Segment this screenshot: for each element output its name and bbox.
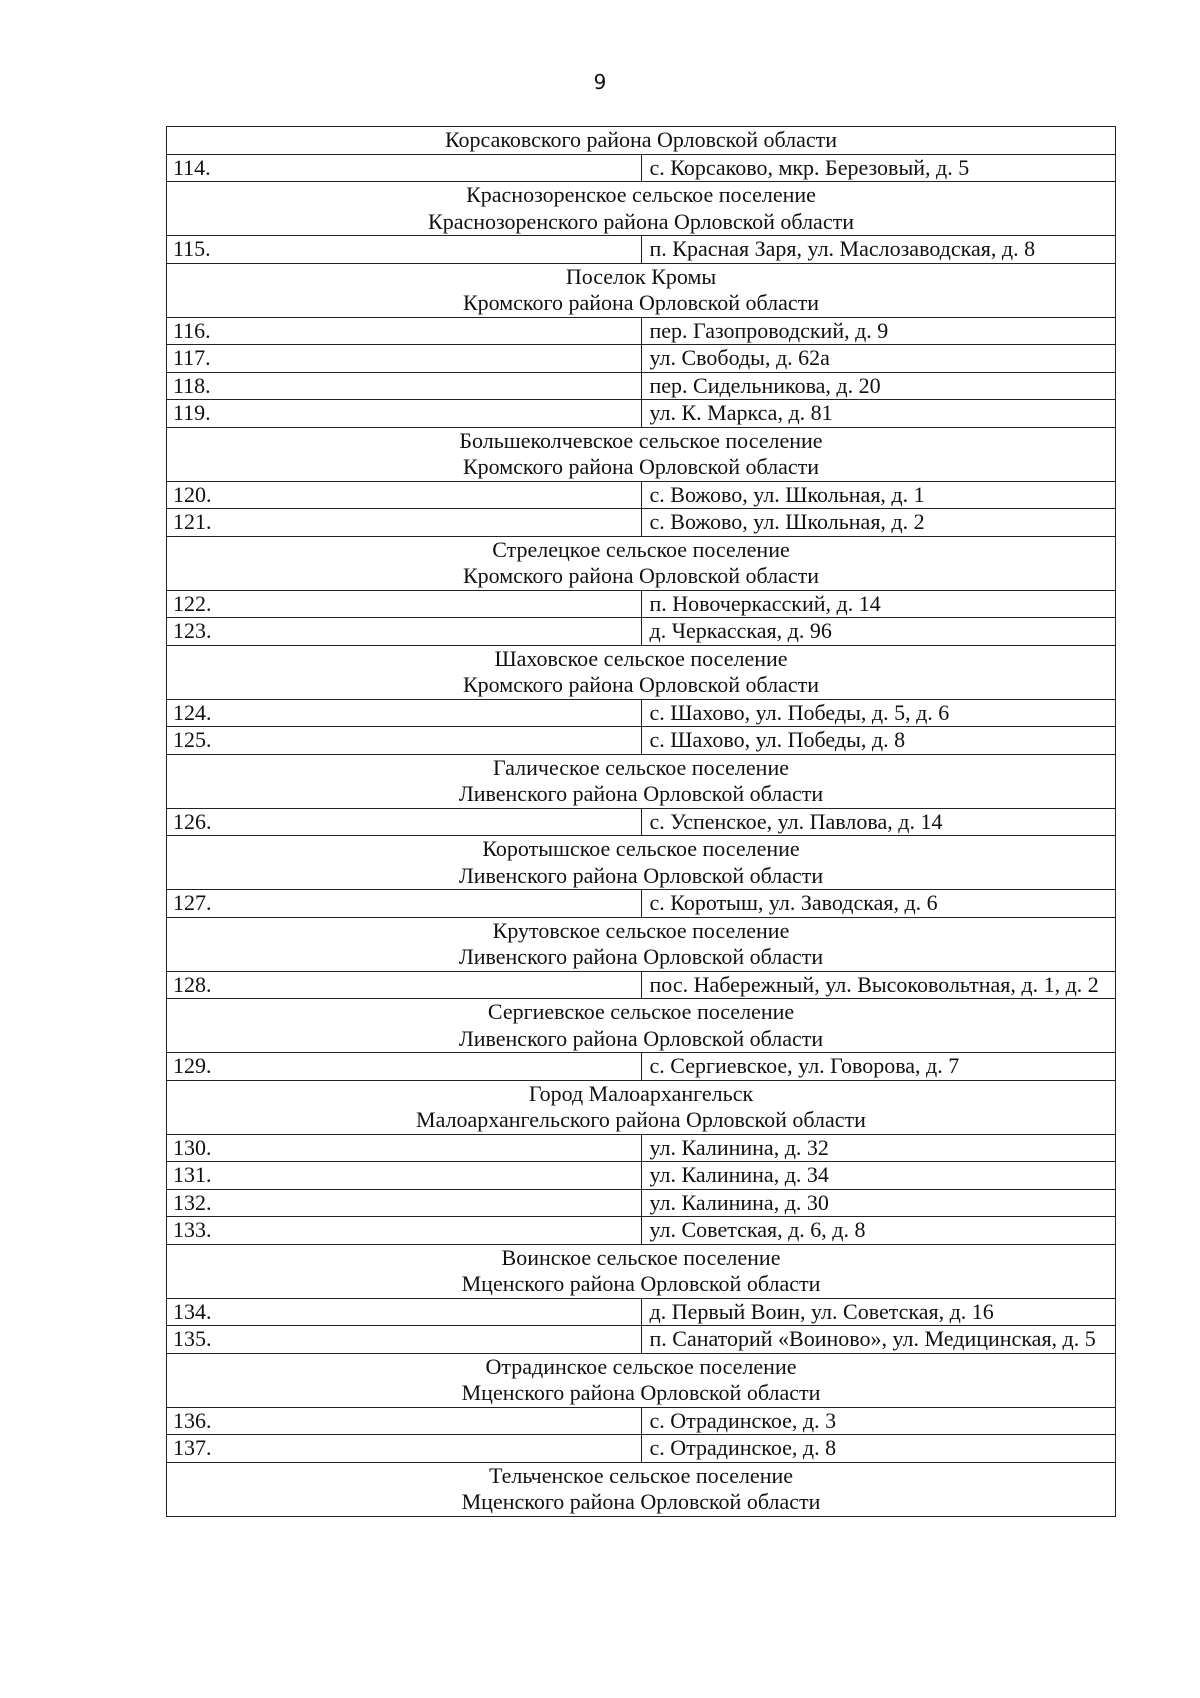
address-text: ул. Свободы, д. 62а xyxy=(641,345,1116,373)
section-heading xyxy=(167,182,1116,236)
section-heading xyxy=(167,754,1116,808)
section-heading-line: Кромского района Орловской области xyxy=(462,563,820,588)
address-text: ул. Калинина, д. 34 xyxy=(641,1162,1116,1190)
row-number: 130. xyxy=(167,1134,642,1162)
address-text: ул. К. Маркса, д. 81 xyxy=(641,400,1116,428)
address-text: п. Санаторий «Воиново», ул. Медицинская, д. 5 xyxy=(641,1326,1116,1354)
section-heading-line: Кромского района Орловской области xyxy=(462,454,820,479)
address-text: с. Вожово, ул. Школьная, д. 2 xyxy=(641,509,1116,537)
address-row xyxy=(167,618,1116,646)
address-text: с. Коротыш, ул. Заводская, д. 6 xyxy=(641,890,1116,918)
address-row xyxy=(167,1217,1116,1245)
row-number: 124. xyxy=(167,699,642,727)
section-heading-row xyxy=(167,427,1116,481)
address-row xyxy=(167,699,1116,727)
section-heading-line: Мценского района Орловской области xyxy=(461,1489,821,1514)
row-number: 115. xyxy=(167,236,642,264)
address-text: с. Отрадинское, д. 3 xyxy=(641,1407,1116,1435)
address-row xyxy=(167,1298,1116,1326)
section-heading-line: Мценского района Орловской области xyxy=(461,1271,821,1296)
address-row xyxy=(167,236,1116,264)
section-heading-row xyxy=(167,836,1116,890)
address-text: с. Вожово, ул. Школьная, д. 1 xyxy=(641,481,1116,509)
address-text: ул. Калинина, д. 30 xyxy=(641,1189,1116,1217)
section-heading xyxy=(167,127,1116,155)
address-table-body xyxy=(167,127,1116,1517)
row-number: 132. xyxy=(167,1189,642,1217)
section-heading-line: Крутовское сельское поселение xyxy=(492,917,790,943)
section-heading-line: Город Малоархангельск xyxy=(528,1080,754,1106)
row-number: 122. xyxy=(167,590,642,618)
address-row xyxy=(167,971,1116,999)
section-heading-line: Отрадинское сельское поселение xyxy=(485,1353,797,1379)
address-text: с. Успенское, ул. Павлова, д. 14 xyxy=(641,808,1116,836)
section-heading-line: Поселок Кромы xyxy=(565,263,717,289)
address-text: пос. Набережный, ул. Высоковольтная, д. 1, д. 2 xyxy=(641,971,1116,999)
section-heading-line: Мценского района Орловской области xyxy=(461,1380,821,1405)
address-row xyxy=(167,727,1116,755)
row-number: 120. xyxy=(167,481,642,509)
address-text: п. Красная Заря, ул. Маслозаводская, д. 8 xyxy=(641,236,1116,264)
section-heading-line: Ливенского района Орловской области xyxy=(458,944,824,969)
address-row xyxy=(167,1407,1116,1435)
row-number: 128. xyxy=(167,971,642,999)
section-heading-line: Тельченское сельское поселение xyxy=(488,1462,794,1488)
row-number: 123. xyxy=(167,618,642,646)
section-heading xyxy=(167,999,1116,1053)
address-row xyxy=(167,1162,1116,1190)
row-number: 119. xyxy=(167,400,642,428)
row-number: 136. xyxy=(167,1407,642,1435)
row-number: 125. xyxy=(167,727,642,755)
address-row xyxy=(167,1053,1116,1081)
address-row xyxy=(167,590,1116,618)
row-number: 131. xyxy=(167,1162,642,1190)
section-heading-row xyxy=(167,645,1116,699)
section-heading-line: Малоархангельского района Орловской области xyxy=(416,1107,866,1132)
section-heading-row xyxy=(167,182,1116,236)
section-heading-row xyxy=(167,1353,1116,1407)
address-row xyxy=(167,345,1116,373)
section-heading xyxy=(167,1080,1116,1134)
section-heading-line: Воинское сельское поселение xyxy=(501,1244,781,1270)
section-heading-row xyxy=(167,1462,1116,1516)
section-heading xyxy=(167,427,1116,481)
section-heading-line: Ливенского района Орловской области xyxy=(458,862,824,888)
section-heading-line: Корсаковского района Орловской области xyxy=(444,127,838,152)
address-row xyxy=(167,154,1116,182)
row-number: 118. xyxy=(167,372,642,400)
address-text: ул. Советская, д. 6, д. 8 xyxy=(641,1217,1116,1245)
address-text: с. Корсаково, мкр. Березовый, д. 5 xyxy=(641,154,1116,182)
section-heading-line: Ливенского района Орловской области xyxy=(458,1025,824,1051)
address-table xyxy=(166,126,1116,1517)
page-number: 9 xyxy=(593,70,607,94)
address-row xyxy=(167,372,1116,400)
section-heading xyxy=(167,1353,1116,1407)
section-heading-line: Шаховское сельское поселение xyxy=(494,645,788,671)
section-heading-line: Сергиевское сельское поселение xyxy=(487,999,795,1024)
section-heading-line: Кромского района Орловской области xyxy=(462,290,820,315)
address-text: ул. Калинина, д. 32 xyxy=(641,1134,1116,1162)
section-heading xyxy=(167,536,1116,590)
row-number: 134. xyxy=(167,1298,642,1326)
section-heading xyxy=(167,917,1116,971)
address-row xyxy=(167,509,1116,537)
address-row xyxy=(167,1435,1116,1463)
section-heading-row xyxy=(167,1080,1116,1134)
section-heading-row xyxy=(167,263,1116,317)
row-number: 133. xyxy=(167,1217,642,1245)
address-text: пер. Сидельникова, д. 20 xyxy=(641,372,1116,400)
section-heading-row xyxy=(167,536,1116,590)
section-heading-line: Стрелецкое сельское поселение xyxy=(492,536,790,562)
row-number: 127. xyxy=(167,890,642,918)
address-text: д. Первый Воин, ул. Советская, д. 16 xyxy=(641,1298,1116,1326)
section-heading-line: Краснозоренского района Орловской области xyxy=(428,208,854,234)
address-row xyxy=(167,481,1116,509)
address-row xyxy=(167,890,1116,918)
address-row xyxy=(167,317,1116,345)
section-heading xyxy=(167,836,1116,890)
row-number: 116. xyxy=(167,317,642,345)
section-heading-row xyxy=(167,917,1116,971)
section-heading-line: Кромского района Орловской области xyxy=(462,672,820,697)
section-heading-row xyxy=(167,127,1116,155)
section-heading-line: Галическое сельское поселение xyxy=(493,754,789,780)
row-number: 114. xyxy=(167,154,642,182)
section-heading-row xyxy=(167,754,1116,808)
address-row xyxy=(167,1326,1116,1354)
section-heading-line: Большеколчевское сельское поселение xyxy=(459,427,823,453)
section-heading xyxy=(167,1244,1116,1298)
address-text: с. Отрадинское, д. 8 xyxy=(641,1435,1116,1463)
row-number: 129. xyxy=(167,1053,642,1081)
address-row xyxy=(167,400,1116,428)
address-text: д. Черкасская, д. 96 xyxy=(641,618,1116,646)
row-number: 135. xyxy=(167,1326,642,1354)
row-number: 117. xyxy=(167,345,642,373)
section-heading xyxy=(167,263,1116,317)
address-text: с. Шахово, ул. Победы, д. 5, д. 6 xyxy=(641,699,1116,727)
section-heading-line: Краснозоренское сельское поселение xyxy=(466,182,816,207)
row-number: 126. xyxy=(167,808,642,836)
address-row xyxy=(167,1189,1116,1217)
row-number: 121. xyxy=(167,509,642,537)
address-text: пер. Газопроводский, д. 9 xyxy=(641,317,1116,345)
row-number: 137. xyxy=(167,1435,642,1463)
section-heading xyxy=(167,1462,1116,1516)
address-row xyxy=(167,1134,1116,1162)
section-heading-row xyxy=(167,999,1116,1053)
address-text: с. Сергиевское, ул. Говорова, д. 7 xyxy=(641,1053,1116,1081)
address-text: с. Шахово, ул. Победы, д. 8 xyxy=(641,727,1116,755)
section-heading xyxy=(167,645,1116,699)
address-text: п. Новочеркасский, д. 14 xyxy=(641,590,1116,618)
section-heading-line: Ливенского района Орловской области xyxy=(458,781,824,806)
section-heading-line: Коротышское сельское поселение xyxy=(482,836,800,861)
address-row xyxy=(167,808,1116,836)
section-heading-row xyxy=(167,1244,1116,1298)
